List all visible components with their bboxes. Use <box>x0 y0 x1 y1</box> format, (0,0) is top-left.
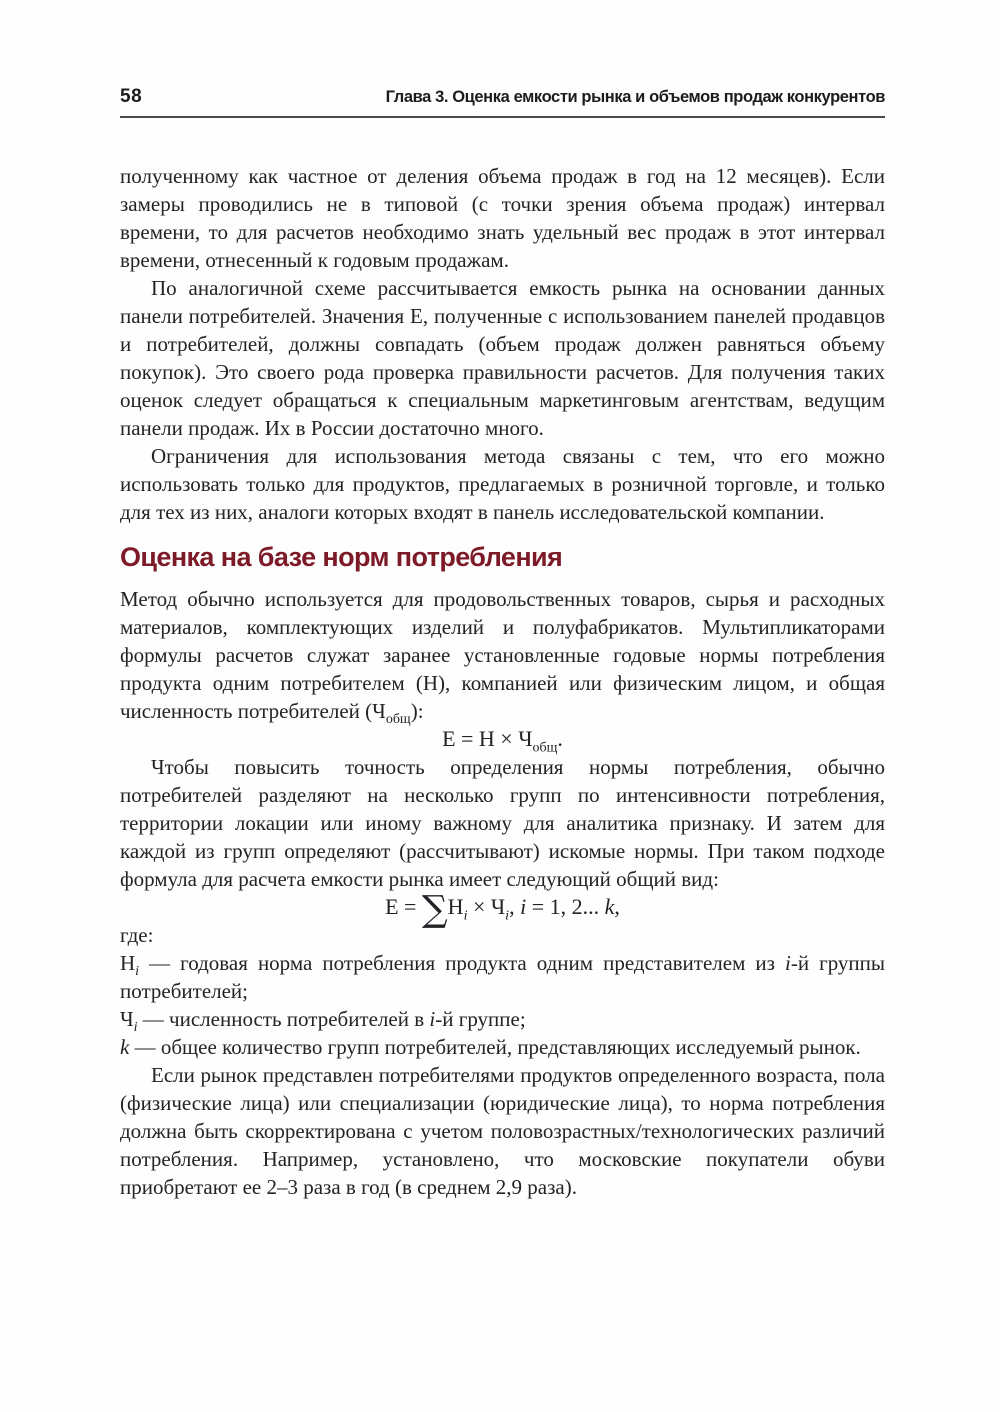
definition-term-h: Н <box>120 951 136 975</box>
definition-k-text: общее количество групп потребителей, представляющих исследуемый рынок. <box>160 1035 861 1059</box>
paragraph-3: Ограничения для использования метода связаны с тем, что его можно использовать только для продуктов, предлагаемых в розничной торговле, и только для тех из них, аналоги которых входят в панель исследовательской компании. <box>120 444 885 524</box>
definition-item-k <box>120 1033 885 1061</box>
definition-term-ch: Ч <box>120 1007 134 1031</box>
header-rule <box>120 116 885 118</box>
formula2-sub-i2: i <box>505 908 510 924</box>
formula2-comma: , <box>509 894 521 919</box>
definition-term-h-sub: i <box>135 964 140 980</box>
subscript-obsch: общ <box>385 712 411 728</box>
definition-item-h <box>120 949 885 1005</box>
formula1-period: . <box>557 726 563 751</box>
paragraph-2: По аналогичной схеме рассчитывается емкость рынка на основании данных панели потребителей. Значения Е, полученные с использованием панелей продавцов и потребителей, должны совпадать (объем продаж должен равняться объему покупок). Это своего рода проверка правильности расчетов. Для получения таких оценок следует обращаться к специальным маркетинговым агентствам, ведущим панели продаж. Их в России достаточно много. <box>120 276 885 440</box>
page-number: 58 <box>120 86 143 107</box>
formula2-end: , <box>614 894 620 919</box>
sigma-sum-symbol: ∑ <box>421 889 448 930</box>
definition-h-text-before: годовая норма потребления продукта одним представителем из <box>180 951 785 975</box>
definition-h-i-var: i <box>784 951 791 975</box>
where-label: где: <box>120 923 154 947</box>
paragraph-4-end: ): <box>410 699 424 723</box>
paragraph-4-text: Метод обычно используется для продовольственных товаров, сырья и расходных материалов, комплектующих изделий и полуфабрикатов. Мультипликаторами формулы расчетов служат заранее установленные годовые нормы потребления продукта одним потребителем (Н), компанией или физическим лицом, и общая численность потребителей (Ч <box>120 587 885 723</box>
definition-term-k: k <box>120 1035 130 1059</box>
formula2-i-var: i <box>520 894 527 919</box>
definition-ch-dash: — <box>137 1007 170 1031</box>
paragraph-4 <box>120 585 885 728</box>
chapter-header-title: Глава 3. Оценка емкости рынка и объемов продаж конкурентов <box>385 88 885 106</box>
running-head <box>120 86 885 108</box>
definition-term-ch-sub: i <box>133 1020 138 1036</box>
formula2-pre: Е = <box>385 894 422 919</box>
definition-ch-text-after: -й группе; <box>435 1007 526 1031</box>
definition-item-ch <box>120 1005 885 1036</box>
formula1-subscript: общ <box>532 740 558 756</box>
definition-ch-text-before: численность потребителей в <box>169 1007 430 1031</box>
formula-capacity-simple <box>120 725 885 756</box>
formula2-h: Н <box>447 894 464 919</box>
section-heading: Оценка на базе норм потребления <box>120 542 563 572</box>
definition-h-text-after: -й группы потребителей; <box>120 951 886 1003</box>
paragraph-1: полученному как частное от деления объема продаж в год на 12 месяцев). Если замеры проводились не в типовой (с точки зрения объема продаж) интервал времени, то для расчетов необходимо знать удельный вес продаж в этот интервал времени, отнесенный к годовым продажам. <box>120 164 885 272</box>
definition-k-dash: — <box>129 1035 161 1059</box>
formula2-times-ch: × Ч <box>467 894 506 919</box>
definition-ch-i-var: i <box>429 1007 436 1031</box>
formula2-sub-i1: i <box>463 908 468 924</box>
text-block <box>120 162 885 1201</box>
definition-h-dash: — <box>139 951 181 975</box>
formula2-seq: = 1, 2... <box>526 894 605 919</box>
formula2-k-var: k <box>604 894 615 919</box>
formula-capacity-sum <box>120 889 885 930</box>
formula1-main: Е = Н × Ч <box>442 726 533 751</box>
paragraph-5: Чтобы повысить точность определения нормы потребления, обычно потребителей разделяют на несколько групп по интенсивности потребления, территории локации или иному важному для аналитика признаку. И затем для каждой из групп определяют (рассчитывают) искомые нормы. При таком подходе формула для расчета емкости рынка имеет следующий общий вид: <box>120 755 885 891</box>
paragraph-6: Если рынок представлен потребителями продуктов определенного возраста, пола (физические лица) или специализации (юридические лица), то норма потребления должна быть скорректирована с учетом половозрастных/технологических различий потребления. Например, установлено, что московские покупатели обуви приобретают ее 2–3 раза в год (в среднем 2,9 раза). <box>120 1063 885 1199</box>
